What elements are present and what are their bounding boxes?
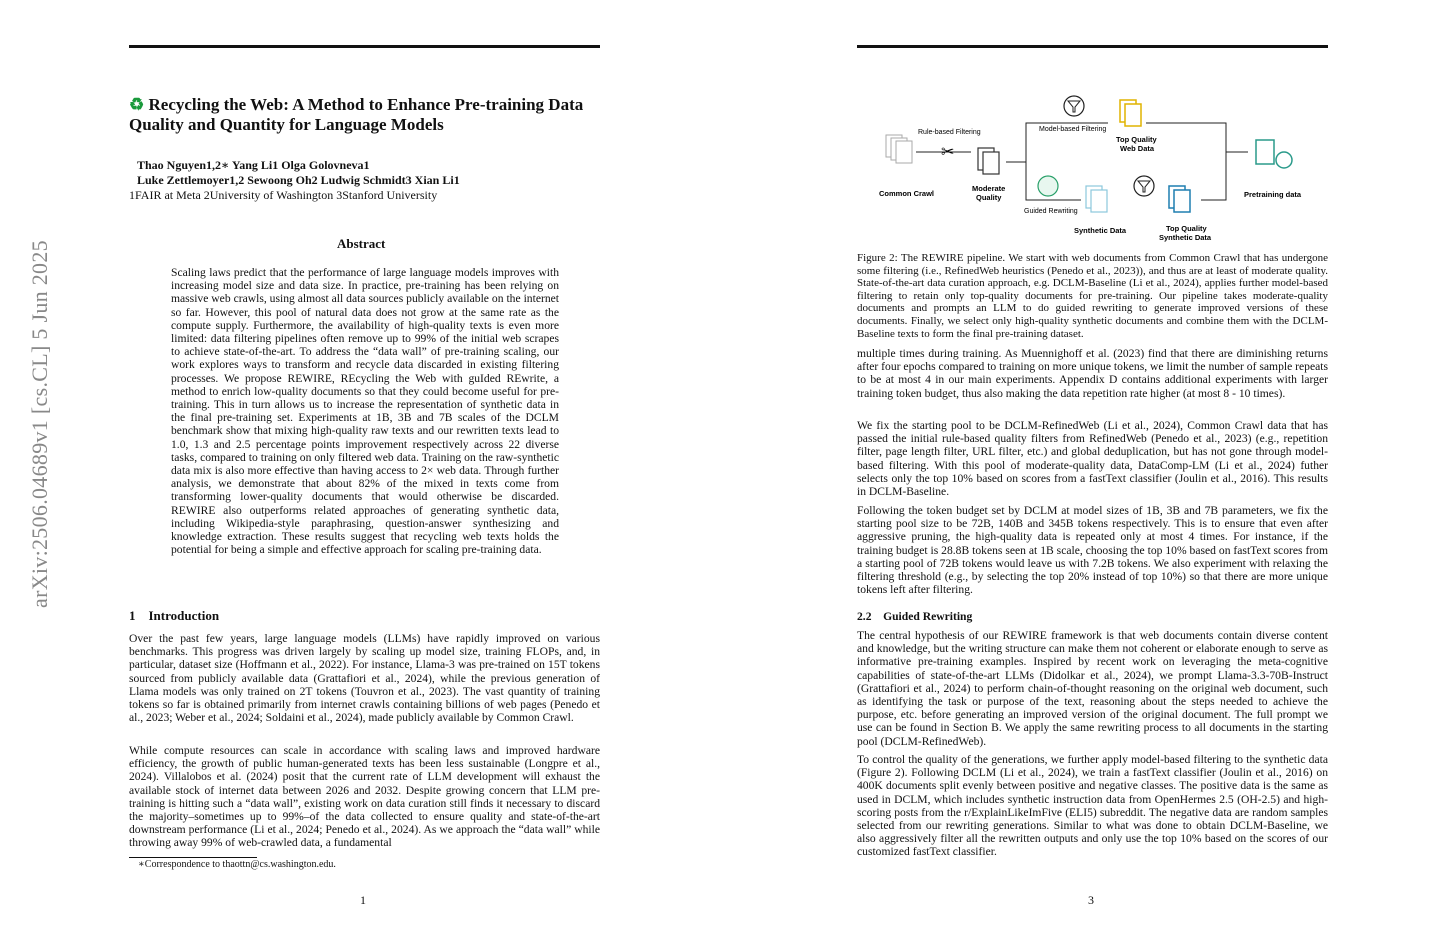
title-text: Recycling the Web: A Method to Enhance Pre-training Data Quality and Quantity for Language Models xyxy=(129,95,584,134)
label-top-quality-web-2: Web Data xyxy=(1120,144,1155,153)
top-rule-left xyxy=(129,45,600,48)
label-top-quality-web-1: Top Quality xyxy=(1116,135,1157,144)
body-paragraph-4: The central hypothesis of our REWIRE framework is that web documents contain diverse content and knowledge, but the writing structure can make them not coherent or elaborate enough to serve as informative pre-training examples. Inspired by recent work on leveraging the meta-cognitive capabilities of state-of-the-art LLMs (Didolkar et al., 2024), we prompt Llama-3.3-70B-Instruct (Grattafiori et al., 2024) to perform chain-of-thought reasoning on the original web document, such as identifying the task or purpose of the text, reasoning about the steps needed to achieve the purpose, etc. before generating an improved version of the original document. The full prompt we use can be found in Section B. We apply the same rewriting process to all documents in the starting pool (DCLM-RefinedWeb). xyxy=(857,629,1328,748)
brain-icon xyxy=(1038,176,1058,196)
label-moderate: Moderate xyxy=(972,184,1006,193)
pretraining-data-icon xyxy=(1256,140,1292,168)
label-top-quality-syn-2: Synthetic Data xyxy=(1159,233,1212,242)
label-guided-rewriting: Guided Rewriting xyxy=(1024,208,1078,215)
abstract-text: Scaling laws predict that the performance of large language models improves with increasing model size and data size. In practice, pre-training has been relying on massive web crawls, using almost all data sources publicly available on the internet so far. However, this pool of natural data does not grow at the same rate as the compute supply. Furthermore, the availability of high-quality texts is even more limited: data filtering pipelines often remove up to 99% of the initial web scrapes to achieve state-of-the-art. To address the “data wall” of pre-training scaling, our work explores ways to transform and recycle data discarded in existing filtering processes. We propose REWIRE, REcycling the Web with guIded REwrite, a method to enrich low-quality documents so that they could become useful for pre-training. This in turn allows us to increase the representation of synthetic data in the final pre-training set. Experiments at 1B, 3B and 7B scales of the DCLM benchmark show that mixing high-quality raw texts and our rewritten texts lead to 1.0, 1.3 and 2.5 percentage points improvement respectively across 22 diverse tasks, compared to training on only filtered web data. Training on the raw-synthetic data mix is also more effective than having access to 2× web data. Through further analysis, we demonstrate that about 82% of the mixed in texts come from transforming lower-quality documents that would otherwise be discarded. REWIRE also outperforms related approaches of generating synthetic data, including Wikipedia-style paraphrasing, question-answer synthesizing and knowledge extraction. These results suggest that recycling web texts holds the potential for being a simple and effective approach for scaling pre-training data. xyxy=(171,266,559,557)
body-paragraph-3: Following the token budget set by DCLM at model sizes of 1B, 3B and 7B parameters, we fix the starting pool size to be 72B, 140B and 345B tokens respectively. This is to ensure that even after aggressive pruning, the high-quality data is repeated only at most 4 times. For instance, if the training budget is 28.8B tokens seen at 1B scale, choosing the top 10% based on fastText scores from a starting pool of 72B tokens would leave us with 7.2B tokens. We also experiment with relaxing the filtering threshold (e.g., by selecting the top 20% instead of top 10%) so that there are more unique tokens left after filtering. xyxy=(857,504,1328,597)
authors-line-1: Thao Nguyen1,2∗ Yang Li1 Olga Golovneva1 xyxy=(137,158,370,172)
paper-title xyxy=(129,95,609,135)
label-model-based: Model-based Filtering xyxy=(1039,126,1107,133)
abstract-heading: Abstract xyxy=(337,236,386,251)
authors-line-2: Luke Zettlemoyer1,2 Sewoong Oh2 Ludwig Schmidt3 Xian Li1 xyxy=(137,173,460,187)
scissors-icon: ✂ xyxy=(941,144,955,161)
common-crawl-docs-icon xyxy=(886,135,912,163)
filter-icon-bottom xyxy=(1134,176,1154,196)
label-common-crawl: Common Crawl xyxy=(879,189,935,198)
label-synthetic: Synthetic Data xyxy=(1074,226,1127,235)
label-pretraining: Pretraining data xyxy=(1244,190,1302,199)
author-block xyxy=(129,158,460,203)
arxiv-stamp: arXiv:2506.04689v1 [cs.CL] 5 Jun 2025 xyxy=(27,240,52,608)
affiliations: 1FAIR at Meta 2University of Washington 3Stanford University xyxy=(129,188,438,202)
page-number-right: 3 xyxy=(1088,893,1094,907)
introduction-heading: 1 Introduction xyxy=(129,608,220,623)
page-number-left: 1 xyxy=(360,893,366,907)
footnote: ∗Correspondence to thaottn@cs.washington.edu. xyxy=(138,859,336,870)
intro-paragraph-2: While compute resources can scale in accordance with scaling laws and improved hardware efficiency, the growth of public human-generated texts has been less sustainable (Longpre et al., 2024). Villalobos et al. (2024) posit that the current rate of LLM development will exhaust the available stock of internet data between 2026 and 2032. Despite growing concern that LLM pre-training is hitting such a “data wall”, existing work on data curation still finds it necessary to discard the majority–sometimes up to 99%–of the data collected to ensure quality and state-of-the-art downstream performance (Li et al., 2024; Penedo et al., 2024). As we approach the “data wall” while throwing away 99% of web-crawled data, a fundamental xyxy=(129,744,600,850)
body-paragraph-1: multiple times during training. As Muennighoff et al. (2023) find that there are diminishing returns after four epochs compared to training on more unique tokens, we limit the number of sample repeats to be at most 4 in our main experiments. Appendix D contains additional experiments with larger training token budget, thus also making the data repetition rate higher (at most 8 - 10 times). xyxy=(857,347,1328,400)
top-rule-right xyxy=(857,45,1328,48)
intro-paragraph-1: Over the past few years, large language models (LLMs) have rapidly improved on various benchmarks. This progress was driven largely by scaling up model size, training FLOPs, and, in particular, dataset size (Hoffmann et al., 2022). For instance, Llama-3 was pre-trained on 15T tokens sourced from publicly available data (Grattafiori et al., 2024), while the previous generation of Llama models was only trained on 2T tokens (Touvron et al., 2023). The vast quantity of training tokens so far is obtained primarily from internet crawls containing billions of web pages (Penedo et al., 2023; Weber et al., 2024; Soldaini et al., 2024), made publicly available by Common Crawl. xyxy=(129,632,600,725)
body-paragraph-2: We fix the starting pool to be DCLM-RefinedWeb (Li et al., 2024), Common Crawl data that has passed the initial rule-based quality filters from RefinedWeb (Penedo et al., 2023) (e.g., repetition filter, page length filter, URL filter, etc.) and global deduplication, but has not gone through model-based filtering. With this pool of moderate-quality data, DataComp-LM (Li et al., 2024) futher selects only the top 10% based on scores from a fastText classifier (Joulin et al., 2016). This results in DCLM-Baseline. xyxy=(857,419,1328,499)
top-quality-synthetic-docs-icon xyxy=(1169,186,1190,212)
moderate-quality-docs-icon xyxy=(978,148,999,174)
figure-caption: Figure 2: The REWIRE pipeline. We start with web documents from Common Crawl that has undergone some filtering (i.e., RefinedWeb heuristics (Penedo et al., 2023)), and thus are at least of moderate quality. State-of-the-art data curation approach, e.g. DCLM-Baseline (Li et al., 2024), applies further model-based filtering to retain only top-quality documents for pre-training. Our pipeline takes moderate-quality documents and prompts an LLM to do guided rewriting to generate improved versions of these documents. Finally, we select only high-quality synthetic documents and combine them with the DCLM-Baseline texts to form the final pre-training dataset. xyxy=(857,252,1328,340)
label-top-quality-syn-1: Top Quality xyxy=(1166,224,1207,233)
body-paragraph-5: To control the quality of the generations, we further apply model-based filtering to the synthetic data (Figure 2). Following DCLM (Li et al., 2024), we train a fastText classifier (Joulin et al., 2016) on 400K documents split evenly between positive and negative classes. The positive data is the same as used in DCLM, which includes synthetic instruction data from OpenHermes 2.5 (OH-2.5) and high-scoring posts from the r/ExplainLikeImFive (ELI5) subreddit. The negative data are random samples selected from our rewriting generations. Similar to what was done to obtain DCLM-Baseline, we also aggressively filter all the rewritten outputs and only use the top 10% based on the scores of our customized fastText classifier. xyxy=(857,753,1328,859)
footnote-rule xyxy=(129,857,257,858)
filter-icon-top xyxy=(1064,96,1084,116)
synthetic-docs-icon xyxy=(1086,186,1107,212)
label-quality: Quality xyxy=(976,193,1002,202)
guided-rewriting-heading: 2.2 Guided Rewriting xyxy=(857,610,973,623)
rewire-pipeline-figure xyxy=(876,90,1316,250)
label-rule-based: Rule-based Filtering xyxy=(918,129,981,136)
top-quality-web-docs-icon xyxy=(1120,100,1141,126)
recycle-icon: ♻ xyxy=(129,95,145,114)
